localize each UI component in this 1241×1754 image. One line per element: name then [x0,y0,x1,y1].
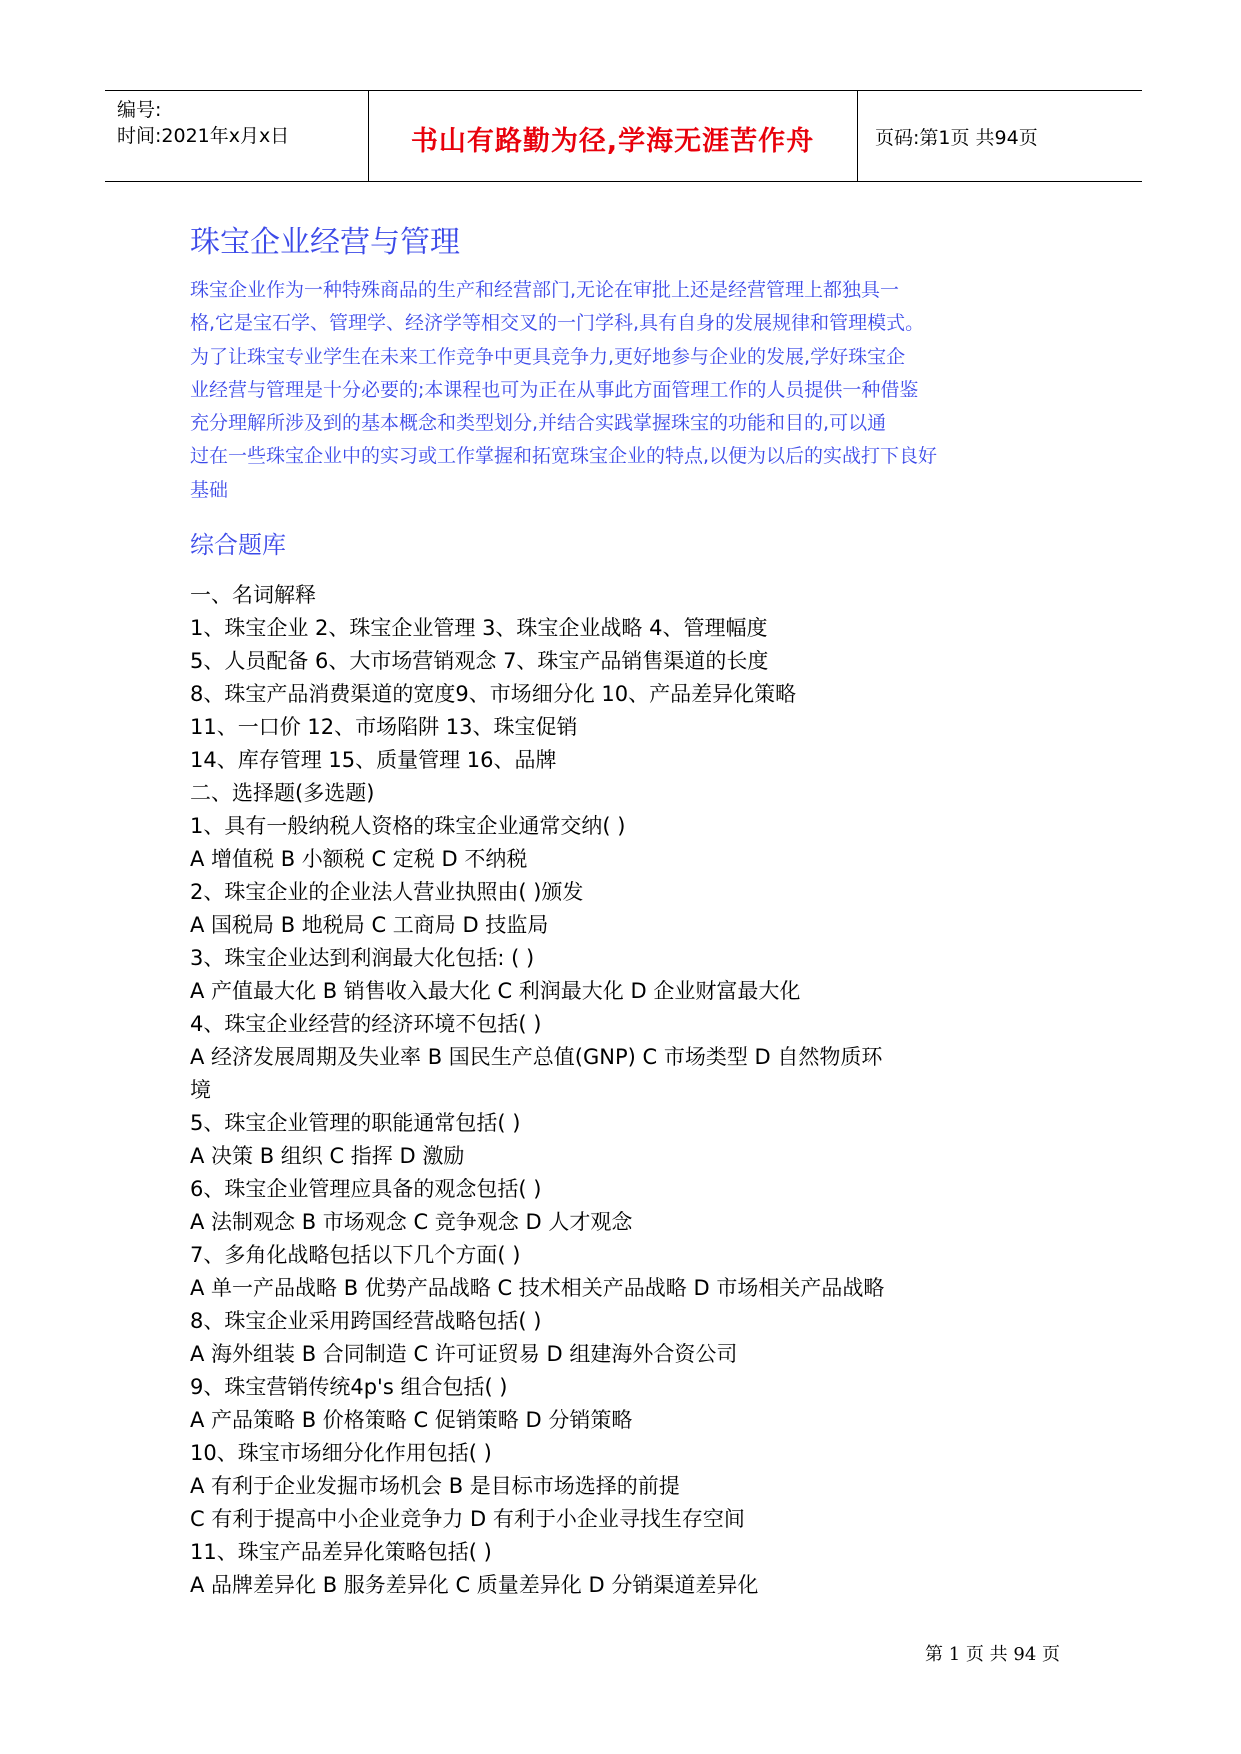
body-line: C 有利于提高中小企业竞争力 D 有利于小企业寻找生存空间 [190,1507,745,1532]
body-line: A 经济发展周期及失业率 B 国民生产总值(GNP) C 市场类型 D 自然物质环 [190,1045,883,1070]
body-line: 6、珠宝企业管理应具备的观念包括( ) [190,1177,542,1202]
header-divider [857,91,858,181]
header-page-info: 页码:第1页 共94页 [875,127,1038,149]
body-line: 11、一口价 12、市场陷阱 13、珠宝促销 [190,715,578,740]
body-line: 4、珠宝企业经营的经济环境不包括( ) [190,1012,542,1037]
body-line: A 单一产品战略 B 优势产品战略 C 技术相关产品战略 D 市场相关产品战略 [190,1276,885,1301]
body-line: 8、珠宝企业采用跨国经营战略包括( ) [190,1309,542,1334]
body-line: 2、珠宝企业的企业法人营业执照由( )颁发 [190,880,584,905]
body-line: A 国税局 B 地税局 C 工商局 D 技监局 [190,913,549,938]
time-label: 时间:2021年x月x日 [117,125,290,147]
body-line: 一、名词解释 [190,583,316,608]
intro-paragraph [190,274,1070,507]
intro-line: 业经营与管理是十分必要的;本课程也可为正在从事此方面管理工作的人员提供一种借鉴 [190,378,919,401]
body-line: 二、选择题(多选题) [190,781,375,806]
intro-line: 为了让珠宝专业学生在未来工作竞争中更具竞争力,更好地参与企业的发展,学好珠宝企 [190,345,906,368]
body-line: 1、具有一般纳税人资格的珠宝企业通常交纳( ) [190,814,626,839]
body-line: A 增值税 B 小额税 C 定税 D 不纳税 [190,847,528,872]
body-line: 8、珠宝产品消费渠道的宽度9、市场细分化 10、产品差异化策略 [190,682,797,707]
header-motto: 书山有路勤为径,学海无涯苦作舟 [410,126,815,157]
body-line: 7、多角化战略包括以下几个方面( ) [190,1243,521,1268]
number-label: 编号: [117,99,162,121]
page-header [105,90,1142,182]
body-line: A 产值最大化 B 销售收入最大化 C 利润最大化 D 企业财富最大化 [190,979,801,1004]
body-line: A 品牌差异化 B 服务差异化 C 质量差异化 D 分销渠道差异化 [190,1573,759,1598]
body-line: 11、珠宝产品差异化策略包括( ) [190,1540,492,1565]
header-left [117,97,289,149]
body-line: A 有利于企业发掘市场机会 B 是目标市场选择的前提 [190,1474,680,1499]
body-line: 5、珠宝企业管理的职能通常包括( ) [190,1111,521,1136]
intro-line: 珠宝企业作为一种特殊商品的生产和经营部门,无论在审批上还是经营管理上都独具一 [190,279,900,301]
body-line: A 海外组装 B 合同制造 C 许可证贸易 D 组建海外合资公司 [190,1342,738,1367]
body-line: 9、珠宝营销传统4p's 组合包括( ) [190,1375,508,1400]
question-bank [190,579,1070,1602]
body-line: 14、库存管理 15、质量管理 16、品牌 [190,748,557,773]
intro-line: 过在一些珠宝企业中的实习或工作掌握和拓宽珠宝企业的特点,以便为以后的实战打下良好 [190,445,938,468]
intro-line: 基础 [190,478,229,501]
intro-line: 格,它是宝石学、管理学、经济学等相交叉的一门学科,具有自身的发展规律和管理模式。 [190,312,925,335]
document-title: 珠宝企业经营与管理 [190,225,460,260]
header-divider [368,91,369,181]
section-title: 综合题库 [190,531,286,560]
body-line: A 产品策略 B 价格策略 C 促销策略 D 分销策略 [190,1408,633,1433]
body-line: 境 [190,1078,211,1103]
document-body [190,222,1070,1602]
body-line: 1、珠宝企业 2、珠宝企业管理 3、珠宝企业战略 4、管理幅度 [190,616,768,641]
body-line: 5、人员配备 6、大市场营销观念 7、珠宝产品销售渠道的长度 [190,649,769,674]
body-line: 10、珠宝市场细分化作用包括( ) [190,1441,492,1466]
body-line: A 法制观念 B 市场观念 C 竞争观念 D 人才观念 [190,1210,633,1235]
page-footer: 第 1 页 共 94 页 [925,1644,1060,1665]
intro-line: 充分理解所涉及到的基本概念和类型划分,并结合实践掌握珠宝的功能和目的,可以通 [190,412,887,435]
body-line: A 决策 B 组织 C 指挥 D 激励 [190,1144,465,1169]
body-line: 3、珠宝企业达到利润最大化包括: ( ) [190,946,535,971]
